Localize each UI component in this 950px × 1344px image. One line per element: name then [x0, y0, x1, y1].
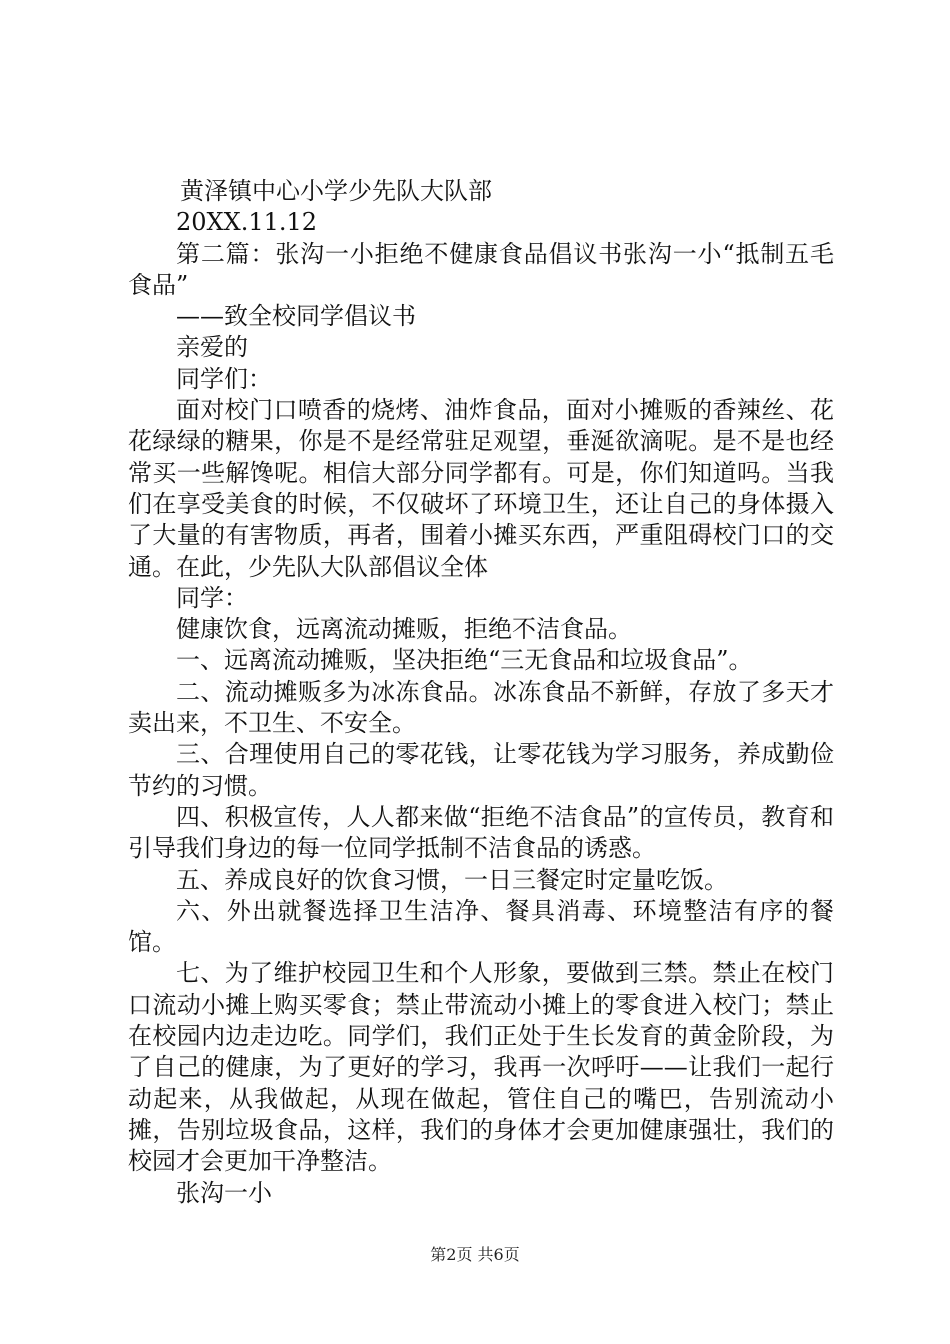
signature-school: 张沟一小 [176, 1178, 272, 1207]
proposal-item-2: 二、流动摊贩多为冰冻食品。冰冻食品不新鲜，存放了多天才卖出来，不卫生、不安全。 [128, 677, 834, 738]
salutation-line-1: 亲爱的 [176, 333, 248, 362]
signature-org: 黄泽镇中心小学少先队大队部 [180, 177, 492, 205]
body-paragraph: 面对校门口喷香的烧烤、油炸食品，面对小摊贩的香辣丝、花花绿绿的糖果，你是不是经常驻足观望，垂涎欲滴呢。是不是也经常买一些解馋呢。相信大部分同学都有。可是，你们知道吗。当我们在享受美食的时候，不仅破坏了环境卫生，还让自己的身体摄入了大量的有害物质，再者，围着小摊买东西，严重阻碍校门口的交通。在此，少先队大队部倡议全体 [128, 396, 834, 581]
proposal-item-7: 七、为了维护校园卫生和个人形象，要做到三禁。禁止在校门口流动小摊上购买零食；禁止带流动小摊上的零食进入校门；禁止在校园内边走边吃。同学们，我们正处于生长发育的黄金阶段，为了自己的健康，为了更好的学习，我再一次呼吁——让我们一起行动起来，从我做起，从现在做起，管住自己的嘴巴，告别流动小摊，告别垃圾食品，这样，我们的身体才会更加健康强壮，我们的校园才会更加干净整洁。 [128, 959, 834, 1176]
proposal-item-5: 五、养成良好的饮食习惯，一日三餐定时定量吃饭。 [176, 865, 728, 894]
signature-date: 20XX.11.12 [176, 208, 318, 237]
proposal-item-4: 四、积极宣传，人人都来做“拒绝不洁食品”的宣传员，教育和引导我们身边的每一位同学抵制不洁食品的诱惑。 [128, 802, 834, 863]
page-number-footer: 第2页 共6页 [430, 1245, 520, 1264]
salutation-line-2: 同学们： [176, 364, 272, 393]
proposal-item-1: 一、远离流动摊贩，坚决拒绝“三无食品和垃圾食品”。 [176, 646, 753, 675]
proposal-item-6: 六、外出就餐选择卫生洁净、餐具消毒、环境整洁有序的餐馆。 [128, 896, 834, 957]
body-paragraph: 同学： [176, 583, 248, 612]
document-body [128, 176, 834, 1209]
body-paragraph: 健康饮食，远离流动摊贩，拒绝不洁食品。 [176, 615, 632, 644]
section-subtitle: ——致全校同学倡议书 [176, 302, 416, 331]
proposal-item-3: 三、合理使用自己的零花钱，让零花钱为学习服务，养成勤俭节约的习惯。 [128, 740, 834, 800]
section-title: 第二篇：张沟一小拒绝不健康食品倡议书张沟一小“抵制五毛食品” [128, 239, 834, 299]
